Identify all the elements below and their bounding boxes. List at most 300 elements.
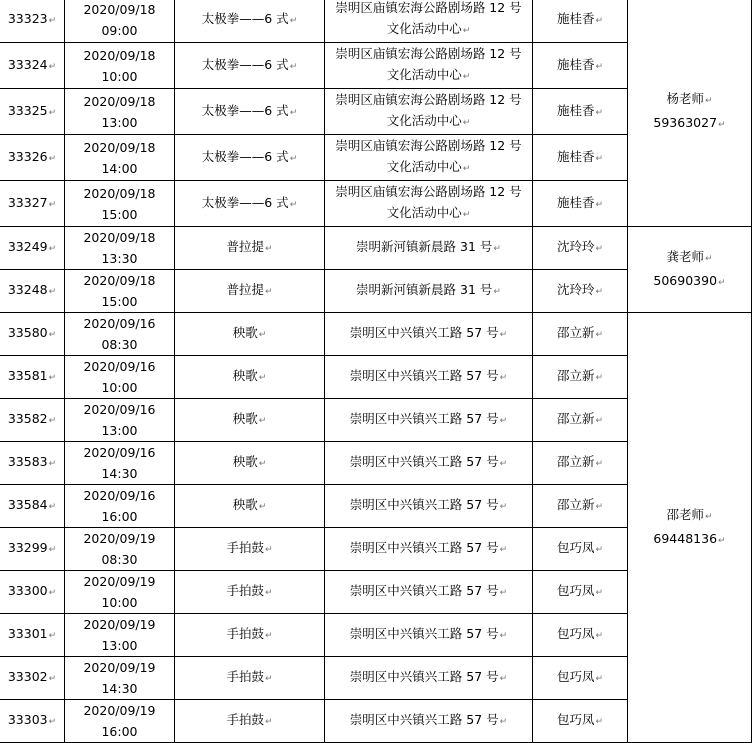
teacher-name: 施桂香	[556, 194, 595, 210]
cell-address	[325, 313, 533, 356]
paragraph-mark: ↵	[595, 545, 604, 555]
cell-datetime	[65, 227, 175, 270]
paragraph-mark: ↵	[48, 61, 57, 72]
cell-course	[175, 89, 325, 135]
paragraph-mark: ↵	[48, 373, 57, 383]
session-date-line	[65, 137, 174, 158]
session-id: 33584	[7, 497, 48, 512]
session-time: 13:00	[101, 114, 138, 130]
paragraph-mark: ↵	[595, 373, 604, 383]
cell-course	[175, 227, 325, 270]
paragraph-mark: ↵	[499, 545, 508, 555]
session-date: 2020/09/19	[83, 531, 156, 546]
session-date-line	[65, 614, 174, 635]
cell-datetime	[65, 43, 175, 89]
address-line-1	[325, 89, 532, 110]
cell-address	[325, 89, 533, 135]
cell-teacher	[533, 614, 628, 657]
cell-id	[0, 313, 65, 356]
paragraph-mark: ↵	[595, 674, 604, 684]
address-text: 崇明区中兴镇兴工路 57 号	[349, 583, 499, 598]
cell-course	[175, 135, 325, 181]
paragraph-mark: ↵	[48, 459, 57, 469]
cell-teacher	[533, 528, 628, 571]
cell-id	[0, 181, 65, 227]
session-id: 33248	[7, 282, 48, 297]
session-time: 13:30	[101, 251, 138, 266]
session-date: 2020/09/18	[83, 273, 156, 288]
cell-course	[175, 614, 325, 657]
address-line-1	[325, 43, 532, 64]
session-time: 16:00	[101, 724, 138, 739]
cell-course	[175, 700, 325, 743]
paragraph-mark: ↵	[493, 287, 501, 297]
paragraph-mark: ↵	[462, 164, 471, 174]
cell-teacher	[533, 181, 628, 227]
course-name: 太极拳——6 式	[201, 194, 289, 210]
cell-datetime	[65, 313, 175, 356]
cell-course	[175, 528, 325, 571]
session-date: 2020/09/18	[83, 47, 156, 63]
course-name: 秧歌	[232, 497, 258, 512]
cell-datetime	[65, 657, 175, 700]
cell-id	[0, 356, 65, 399]
session-date: 2020/09/16	[83, 402, 156, 417]
address-text: 文化活动中心	[386, 205, 462, 220]
paragraph-mark: ↵	[704, 511, 713, 522]
paragraph-mark: ↵	[258, 502, 267, 512]
session-time: 08:30	[101, 552, 138, 567]
session-id: 33301	[7, 626, 48, 641]
paragraph-mark: ↵	[289, 153, 298, 164]
paragraph-mark: ↵	[264, 717, 273, 727]
paragraph-mark: ↵	[258, 416, 267, 426]
cell-id	[0, 700, 65, 743]
session-time-line	[65, 592, 174, 613]
session-date-line	[65, 270, 174, 291]
paragraph-mark: ↵	[499, 502, 508, 512]
paragraph-mark: ↵	[595, 287, 604, 297]
paragraph-mark: ↵	[48, 107, 57, 118]
session-date-line	[65, 485, 174, 506]
session-time-line	[65, 420, 174, 441]
paragraph-mark: ↵	[48, 416, 57, 426]
cell-address	[325, 270, 533, 313]
paragraph-mark: ↵	[462, 210, 471, 220]
teacher-name: 包巧凤	[556, 583, 595, 598]
cell-teacher	[533, 442, 628, 485]
address-text: 崇明区庙镇宏海公路剧场路 12 号	[335, 138, 522, 153]
teacher-name: 邵立新	[556, 325, 595, 340]
course-name: 秧歌	[232, 325, 258, 340]
session-date: 2020/09/16	[83, 445, 156, 460]
paragraph-mark: ↵	[289, 61, 298, 72]
cell-id	[0, 227, 65, 270]
session-date: 2020/09/19	[83, 660, 156, 675]
session-time-line	[65, 678, 174, 699]
paragraph-mark: ↵	[499, 330, 508, 340]
cell-contact	[628, 0, 752, 227]
address-text: 崇明区庙镇宏海公路剧场路 12 号	[335, 184, 522, 199]
contact-phone: 59363027	[653, 114, 718, 130]
cell-datetime	[65, 485, 175, 528]
paragraph-mark: ↵	[289, 199, 298, 210]
cell-datetime	[65, 181, 175, 227]
cell-teacher	[533, 43, 628, 89]
paragraph-mark: ↵	[462, 26, 471, 36]
cell-id	[0, 135, 65, 181]
cell-teacher	[533, 270, 628, 313]
contact-phone: 69448136	[653, 530, 718, 546]
session-date-line	[65, 227, 174, 248]
cell-id	[0, 399, 65, 442]
cell-address	[325, 0, 533, 43]
session-date-line	[65, 571, 174, 592]
address-line-2	[325, 110, 532, 134]
session-date-line	[65, 313, 174, 334]
address-text: 崇明区中兴镇兴工路 57 号	[349, 497, 499, 512]
course-name: 手拍鼓	[226, 669, 264, 684]
session-date: 2020/09/16	[83, 488, 156, 503]
session-time: 10:00	[101, 68, 138, 84]
session-id: 33582	[7, 411, 48, 426]
paragraph-mark: ↵	[499, 588, 508, 598]
contact-phone-line	[628, 112, 751, 136]
paragraph-mark: ↵	[264, 545, 273, 555]
paragraph-mark: ↵	[48, 545, 57, 555]
session-id: 33303	[7, 712, 48, 727]
paragraph-mark: ↵	[595, 416, 604, 426]
course-name: 普拉提	[226, 239, 264, 254]
paragraph-mark: ↵	[48, 199, 57, 210]
teacher-name: 施桂香	[556, 10, 595, 26]
paragraph-mark: ↵	[595, 631, 604, 641]
session-date-line	[65, 442, 174, 463]
cell-contact	[628, 313, 752, 743]
cell-course	[175, 43, 325, 89]
session-time: 10:00	[101, 380, 138, 395]
address-text: 崇明新河镇新晨路 31 号	[356, 239, 493, 254]
session-time-line	[65, 721, 174, 742]
cell-id	[0, 528, 65, 571]
paragraph-mark: ↵	[48, 330, 57, 340]
cell-address	[325, 657, 533, 700]
paragraph-mark: ↵	[595, 153, 604, 164]
session-date: 2020/09/16	[83, 316, 156, 331]
session-time-line	[65, 158, 174, 179]
address-text: 崇明区庙镇宏海公路剧场路 12 号	[335, 46, 522, 61]
paragraph-mark: ↵	[595, 459, 604, 469]
address-line-2	[325, 64, 532, 88]
paragraph-mark: ↵	[595, 199, 604, 210]
session-time-line	[65, 377, 174, 398]
contact-name: 邵老师	[666, 506, 704, 522]
teacher-name: 施桂香	[556, 102, 595, 118]
cell-datetime	[65, 614, 175, 657]
address-text: 文化活动中心	[386, 21, 462, 36]
paragraph-mark: ↵	[48, 15, 57, 26]
cell-course	[175, 181, 325, 227]
cell-course	[175, 485, 325, 528]
session-id: 33327	[7, 194, 48, 210]
session-date-line	[65, 399, 174, 420]
session-date: 2020/09/19	[83, 617, 156, 632]
paragraph-mark: ↵	[595, 61, 604, 72]
paragraph-mark: ↵	[499, 674, 508, 684]
teacher-name: 沈玲玲	[556, 282, 595, 297]
paragraph-mark: ↵	[48, 588, 57, 598]
address-text: 崇明区中兴镇兴工路 57 号	[349, 669, 499, 684]
paragraph-mark: ↵	[264, 588, 273, 598]
paragraph-mark: ↵	[595, 717, 604, 727]
cell-id	[0, 614, 65, 657]
cell-address	[325, 528, 533, 571]
session-id: 33302	[7, 669, 48, 684]
session-time: 09:00	[101, 22, 138, 38]
paragraph-mark: ↵	[718, 535, 726, 546]
table-row	[0, 313, 752, 356]
session-id: 33324	[7, 56, 48, 72]
session-date-line	[65, 91, 174, 112]
paragraph-mark: ↵	[48, 153, 57, 164]
paragraph-mark: ↵	[48, 631, 57, 641]
session-time: 13:00	[101, 638, 138, 653]
address-text: 崇明区庙镇宏海公路剧场路 12 号	[335, 92, 522, 107]
session-time-line	[65, 291, 174, 312]
course-name: 手拍鼓	[226, 626, 264, 641]
session-id: 33581	[7, 368, 48, 383]
table-row	[0, 227, 752, 270]
cell-id	[0, 485, 65, 528]
session-time-line	[65, 549, 174, 570]
cell-datetime	[65, 89, 175, 135]
session-id: 33326	[7, 148, 48, 164]
address-text: 文化活动中心	[386, 113, 462, 128]
cell-datetime	[65, 528, 175, 571]
session-time: 14:30	[101, 466, 138, 481]
paragraph-mark: ↵	[595, 502, 604, 512]
cell-datetime	[65, 442, 175, 485]
paragraph-mark: ↵	[704, 95, 713, 106]
paragraph-mark: ↵	[462, 118, 471, 128]
contact-name: 龚老师	[666, 248, 704, 264]
paragraph-mark: ↵	[595, 330, 604, 340]
session-time: 15:00	[101, 206, 138, 222]
course-name: 手拍鼓	[226, 583, 264, 598]
session-date: 2020/09/16	[83, 359, 156, 374]
session-time: 14:30	[101, 681, 138, 696]
paragraph-mark: ↵	[264, 287, 273, 297]
session-date-line	[65, 0, 174, 20]
contact-phone-line	[628, 270, 751, 294]
session-id: 33249	[7, 239, 48, 254]
session-date-line	[65, 657, 174, 678]
cell-datetime	[65, 700, 175, 743]
cell-id	[0, 657, 65, 700]
contact-name: 杨老师	[666, 90, 704, 106]
course-name: 秧歌	[232, 411, 258, 426]
cell-teacher	[533, 356, 628, 399]
address-text: 崇明区庙镇宏海公路剧场路 12 号	[335, 0, 522, 15]
session-id: 33323	[7, 10, 48, 26]
course-name: 手拍鼓	[226, 712, 264, 727]
session-date: 2020/09/18	[83, 93, 156, 109]
address-text: 崇明区中兴镇兴工路 57 号	[349, 454, 499, 469]
course-name: 秧歌	[232, 454, 258, 469]
cell-address	[325, 399, 533, 442]
course-name: 太极拳——6 式	[201, 56, 289, 72]
cell-address	[325, 571, 533, 614]
session-time-line	[65, 66, 174, 87]
cell-address	[325, 442, 533, 485]
paragraph-mark: ↵	[264, 244, 273, 254]
cell-id	[0, 442, 65, 485]
session-date-line	[65, 700, 174, 721]
address-text: 文化活动中心	[386, 67, 462, 82]
address-line-2	[325, 202, 532, 226]
address-text: 崇明区中兴镇兴工路 57 号	[349, 712, 499, 727]
cell-id	[0, 0, 65, 43]
session-time-line	[65, 204, 174, 225]
session-time: 14:00	[101, 160, 138, 176]
cell-teacher	[533, 89, 628, 135]
cell-teacher	[533, 571, 628, 614]
paragraph-mark: ↵	[264, 631, 273, 641]
paragraph-mark: ↵	[704, 253, 713, 264]
contact-phone: 50690390	[653, 272, 718, 288]
cell-address	[325, 135, 533, 181]
paragraph-mark: ↵	[48, 674, 57, 684]
paragraph-mark: ↵	[595, 244, 604, 254]
cell-datetime	[65, 135, 175, 181]
address-text: 崇明区中兴镇兴工路 57 号	[349, 540, 499, 555]
cell-address	[325, 614, 533, 657]
paragraph-mark: ↵	[48, 287, 57, 297]
session-date: 2020/09/19	[83, 574, 156, 589]
cell-teacher	[533, 313, 628, 356]
contact-name-line	[628, 246, 751, 270]
session-time-line	[65, 463, 174, 484]
cell-course	[175, 356, 325, 399]
cell-id	[0, 571, 65, 614]
session-date-line	[65, 183, 174, 204]
paragraph-mark: ↵	[289, 15, 298, 26]
cell-id	[0, 43, 65, 89]
session-time-line	[65, 20, 174, 41]
teacher-name: 包巧凤	[556, 669, 595, 684]
paragraph-mark: ↵	[499, 416, 508, 426]
paragraph-mark: ↵	[493, 244, 501, 254]
session-time: 13:00	[101, 423, 138, 438]
session-time-line	[65, 635, 174, 656]
teacher-name: 施桂香	[556, 56, 595, 72]
session-time: 08:30	[101, 337, 138, 352]
cell-address	[325, 700, 533, 743]
session-date-line	[65, 528, 174, 549]
session-id: 33300	[7, 583, 48, 598]
teacher-name: 邵立新	[556, 411, 595, 426]
session-time-line	[65, 506, 174, 527]
teacher-name: 包巧凤	[556, 626, 595, 641]
paragraph-mark: ↵	[48, 244, 57, 254]
teacher-name: 包巧凤	[556, 712, 595, 727]
paragraph-mark: ↵	[289, 107, 298, 118]
cell-course	[175, 657, 325, 700]
contact-name-line	[628, 504, 751, 528]
paragraph-mark: ↵	[48, 502, 57, 512]
course-name: 太极拳——6 式	[201, 102, 289, 118]
cell-teacher	[533, 700, 628, 743]
session-time: 10:00	[101, 595, 138, 610]
address-text: 崇明区中兴镇兴工路 57 号	[349, 626, 499, 641]
teacher-name: 邵立新	[556, 497, 595, 512]
teacher-name: 邵立新	[556, 454, 595, 469]
session-id: 33583	[7, 454, 48, 469]
paragraph-mark: ↵	[595, 15, 604, 26]
cell-id	[0, 89, 65, 135]
cell-datetime	[65, 0, 175, 43]
teacher-name: 邵立新	[556, 368, 595, 383]
paragraph-mark: ↵	[264, 674, 273, 684]
session-id: 33325	[7, 102, 48, 118]
cell-address	[325, 227, 533, 270]
cell-datetime	[65, 270, 175, 313]
address-text: 崇明区中兴镇兴工路 57 号	[349, 411, 499, 426]
cell-address	[325, 485, 533, 528]
course-name: 普拉提	[226, 282, 264, 297]
cell-teacher	[533, 485, 628, 528]
session-date-line	[65, 356, 174, 377]
cell-contact	[628, 227, 752, 313]
session-time: 15:00	[101, 294, 138, 309]
address-text: 崇明区中兴镇兴工路 57 号	[349, 325, 499, 340]
cell-address	[325, 43, 533, 89]
course-name: 秧歌	[232, 368, 258, 383]
contact-name-line	[628, 88, 751, 112]
session-date: 2020/09/19	[83, 703, 156, 718]
session-date: 2020/09/18	[83, 185, 156, 201]
cell-teacher	[533, 399, 628, 442]
course-name: 手拍鼓	[226, 540, 264, 555]
session-id: 33299	[7, 540, 48, 555]
cell-teacher	[533, 135, 628, 181]
session-date: 2020/09/18	[83, 139, 156, 155]
course-name: 太极拳——6 式	[201, 10, 289, 26]
cell-datetime	[65, 571, 175, 614]
cell-course	[175, 0, 325, 43]
paragraph-mark: ↵	[499, 631, 508, 641]
address-line-1	[325, 0, 532, 18]
session-date: 2020/09/18	[83, 230, 156, 245]
paragraph-mark: ↵	[462, 72, 471, 82]
paragraph-mark: ↵	[258, 373, 267, 383]
teacher-name: 包巧凤	[556, 540, 595, 555]
session-date-line	[65, 45, 174, 66]
paragraph-mark: ↵	[499, 373, 508, 383]
cell-course	[175, 571, 325, 614]
address-line-2	[325, 18, 532, 42]
paragraph-mark: ↵	[499, 717, 508, 727]
paragraph-mark: ↵	[718, 277, 726, 288]
address-text: 文化活动中心	[386, 159, 462, 174]
paragraph-mark: ↵	[718, 119, 726, 130]
paragraph-mark: ↵	[595, 588, 604, 598]
contact-phone-line	[628, 528, 751, 552]
cell-course	[175, 399, 325, 442]
cell-address	[325, 356, 533, 399]
table-row	[0, 0, 752, 43]
cell-teacher	[533, 227, 628, 270]
